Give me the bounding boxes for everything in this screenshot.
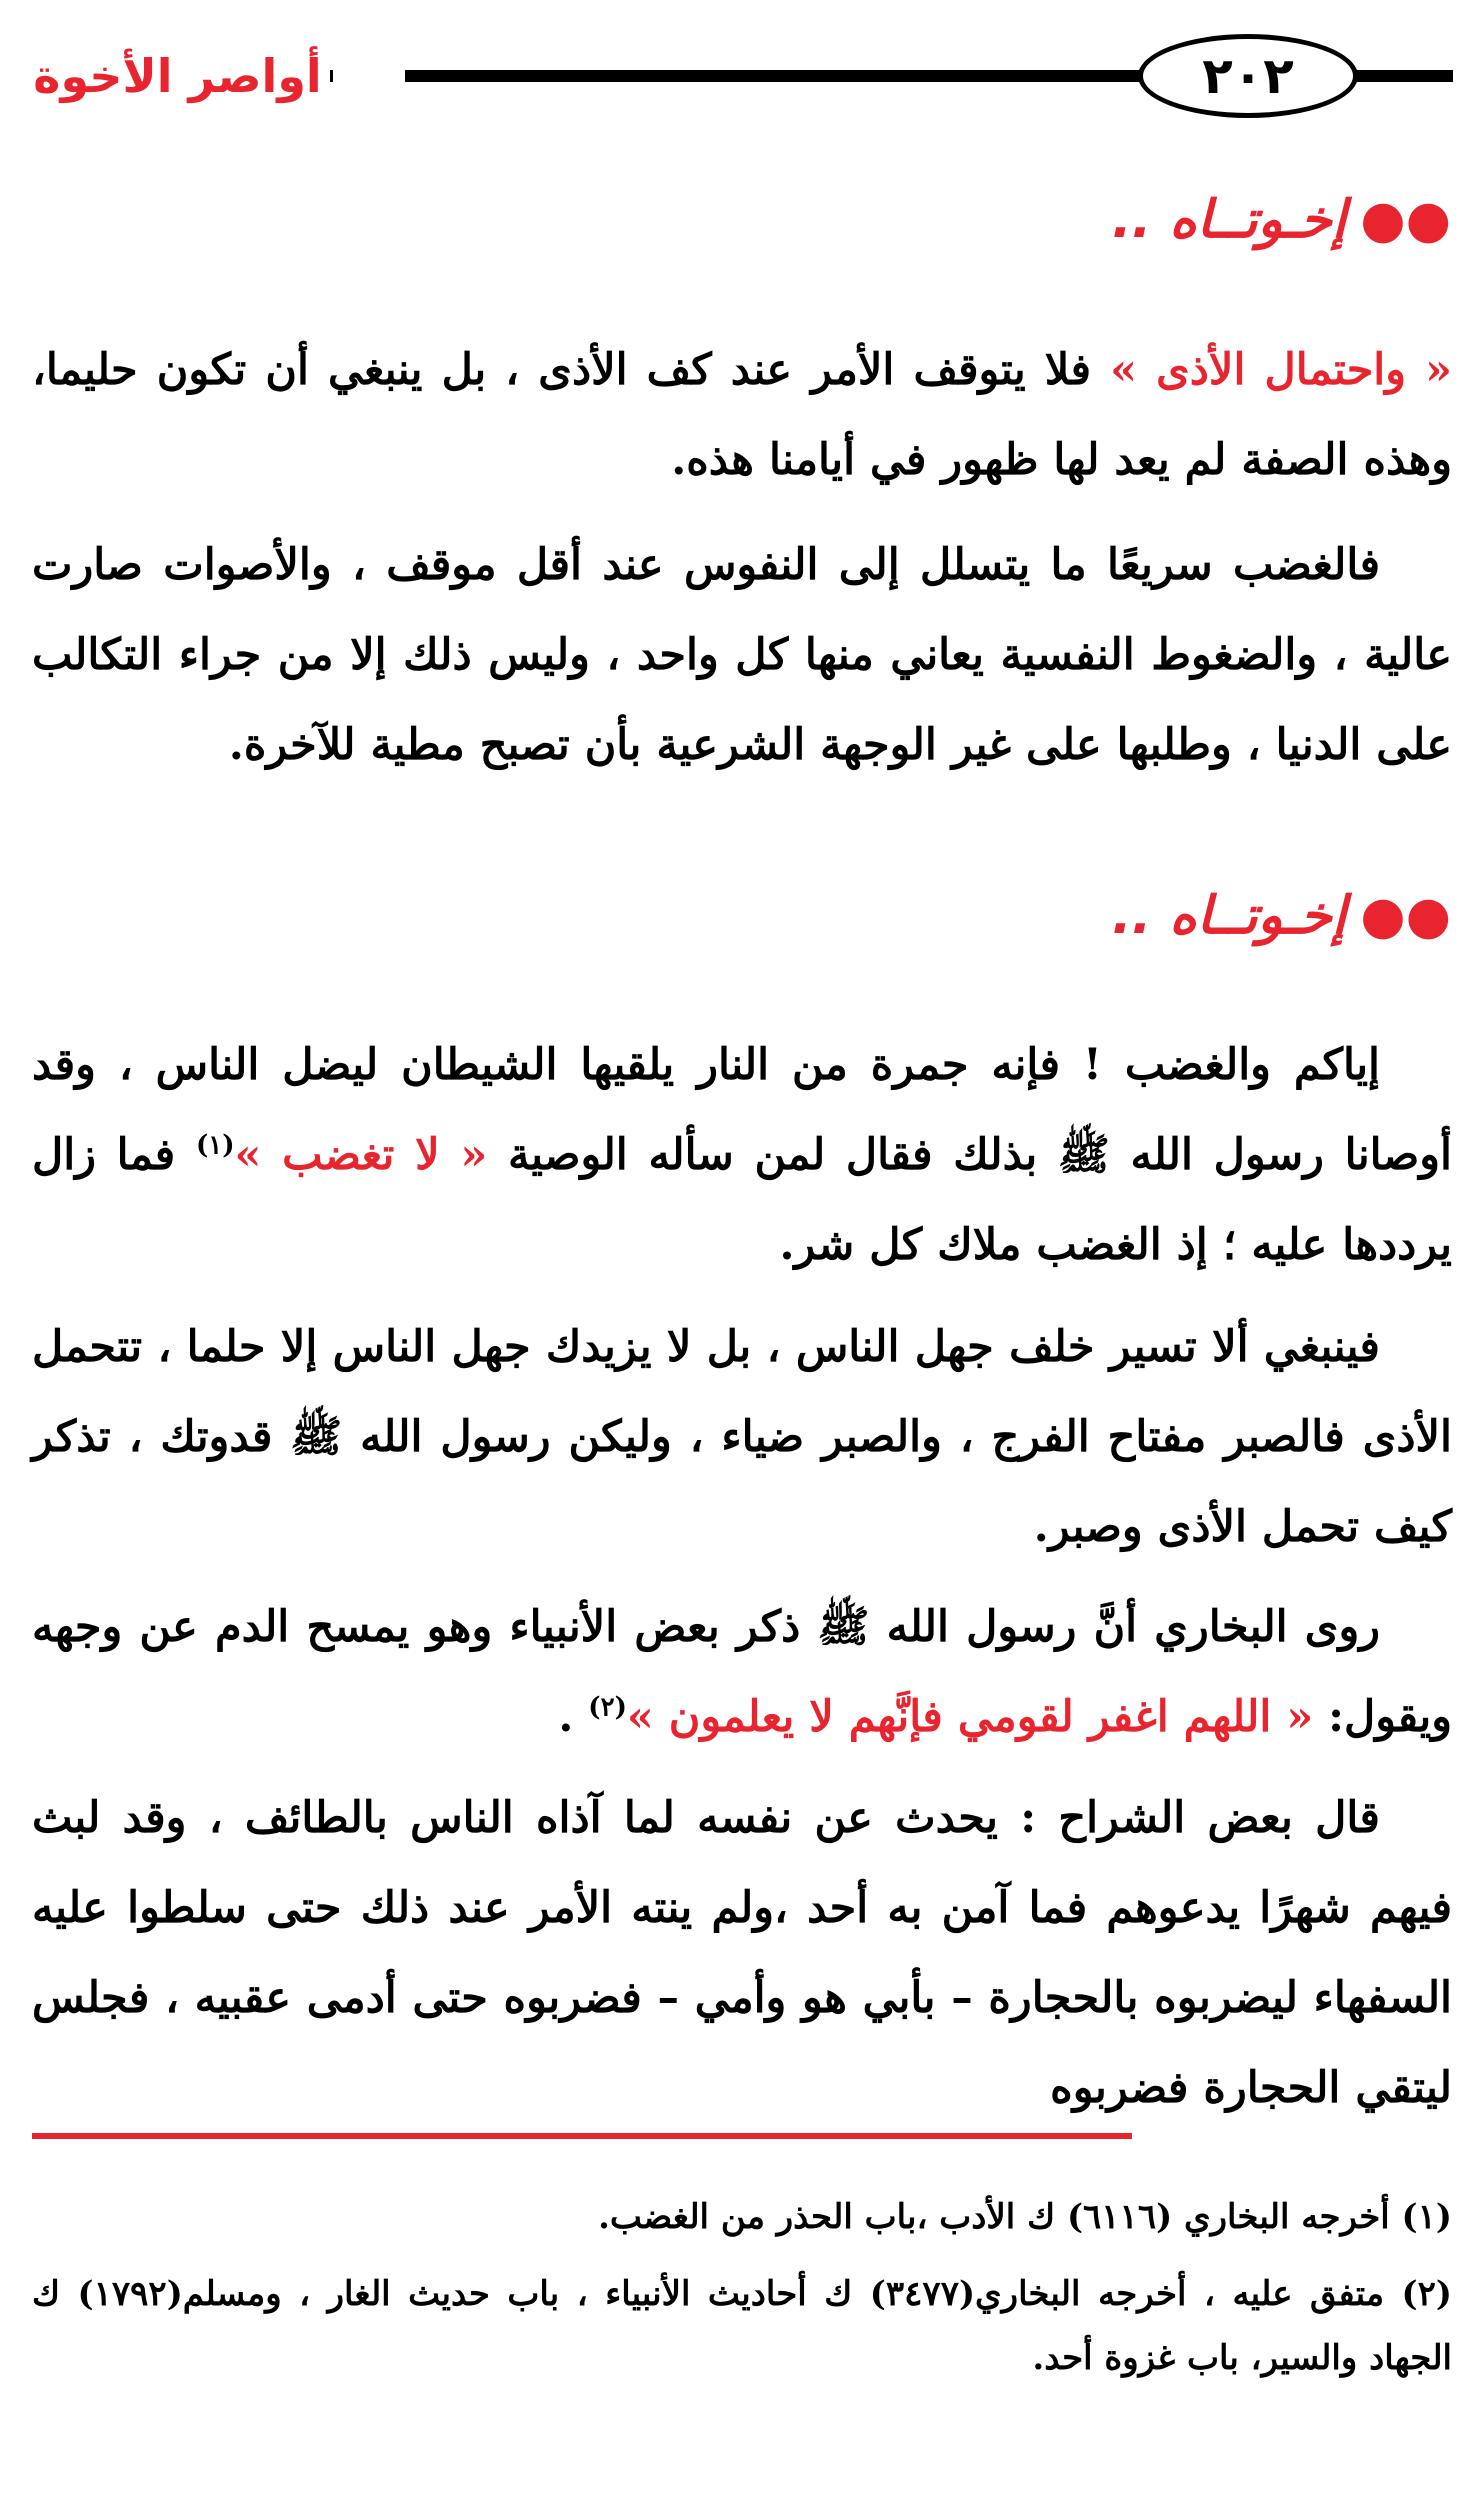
paragraph-3 [32, 1020, 1452, 1290]
paragraph-text: فما زال يرددها عليه ؛ إذ الغضب ملاك كل شر. [32, 1130, 1452, 1270]
footnote-1: (١) أخرجه البخاري (٦١١٦) ك الأدب ،باب الحذر من الغضب. [598, 2197, 1452, 2237]
paragraph-5 [32, 1582, 1452, 1762]
highlight-quote: « واحتمال الأذى » [1110, 345, 1452, 395]
section-heading-text: إخـوتــاه .. [1111, 190, 1347, 250]
header-rule-left [330, 70, 333, 82]
bullet-dots-icon: ●● [1360, 190, 1451, 250]
paragraph-2: فالغضب سريعًا ما يتسلل إلى النفوس عند أقل موقف ، والأصوات صارت عالية ، والضغوط النفسية يعاني منها كل واحد ، وليس ذلك إلا من جراء التكالب على الدنيا ، وطلبها على غير الوجهة الشرعية بأن تصبح مطية للآخرة. [32, 540, 1452, 770]
highlight-quote: « اللهم اغفر لقومي فإنَّهم لا يعلمون » [626, 1692, 1314, 1742]
footnote-marker: (٢) [588, 1692, 627, 1723]
page-header [30, 30, 1453, 120]
footnote-marker: (١) [195, 1130, 235, 1161]
paragraph-1 [32, 325, 1452, 505]
section-heading-2 [451, 876, 1451, 956]
footnote-divider [32, 2133, 1132, 2139]
footnote-2: (٢) متفق عليه ، أخرجه البخاري(٣٤٧٧) ك أحاديث الأنبياء ، باب حديث الغار ، ومسلم(١٧٩٢) ك الجهاد والسير، باب غزوة أحد. [32, 2274, 1453, 2378]
paragraph-6: قال بعض الشراح : يحدث عن نفسه لما آذاه الناس بالطائف ، وقد لبث فيهم شهرًا يدعوهم فما آمن به أحد ،ولم ينته الأمر عند ذلك حتى سلطوا عليه السفهاء ليضربوه بالحجارة – بأبي هو وأمي – فضربوه حتى أدمى عقبيه ، فجلس ليتقي الحجارة فضربوه [32, 1793, 1452, 2113]
section-heading-text: إخـوتــاه .. [1111, 886, 1347, 946]
paragraph-text: إياكم والغضب ! فإنه جمرة من النار يلقيها الشيطان ليضل الناس ، وقد أوصانا رسول الله ﷺ بذلك فقال لمن سأله الوصية [32, 1040, 1452, 1180]
paragraph-text: روى البخاري أنَّ رسول الله ﷺ ذكر بعض الأنبياء وهو يمسح الدم عن وجهه ويقول: [32, 1602, 1452, 1742]
bullet-dots-icon: ●● [1360, 886, 1451, 946]
page-number: ٢٠٢ [1138, 34, 1358, 118]
paragraph-4: فينبغي ألا تسير خلف جهل الناس ، بل لا يزيدك جهل الناس إلا حلما ، تتحمل الأذى فالصبر مفتاح الفرج ، والصبر ضياء ، وليكن رسول الله ﷺ قدوتك ، تذكر كيف تحمل الأذى وصبر. [32, 1322, 1452, 1552]
running-title: أواصر الأخوة [33, 49, 322, 103]
paragraph-text: فلا يتوقف الأمر عند كف الأذى ، بل ينبغي أن تكون حليما، وهذه الصفة لم يعد لها ظهور في أيامنا هذه. [32, 345, 1452, 485]
paragraph-text: . [558, 1692, 589, 1742]
section-heading-1 [451, 180, 1451, 260]
highlight-quote: « لا تغضب » [234, 1130, 488, 1180]
